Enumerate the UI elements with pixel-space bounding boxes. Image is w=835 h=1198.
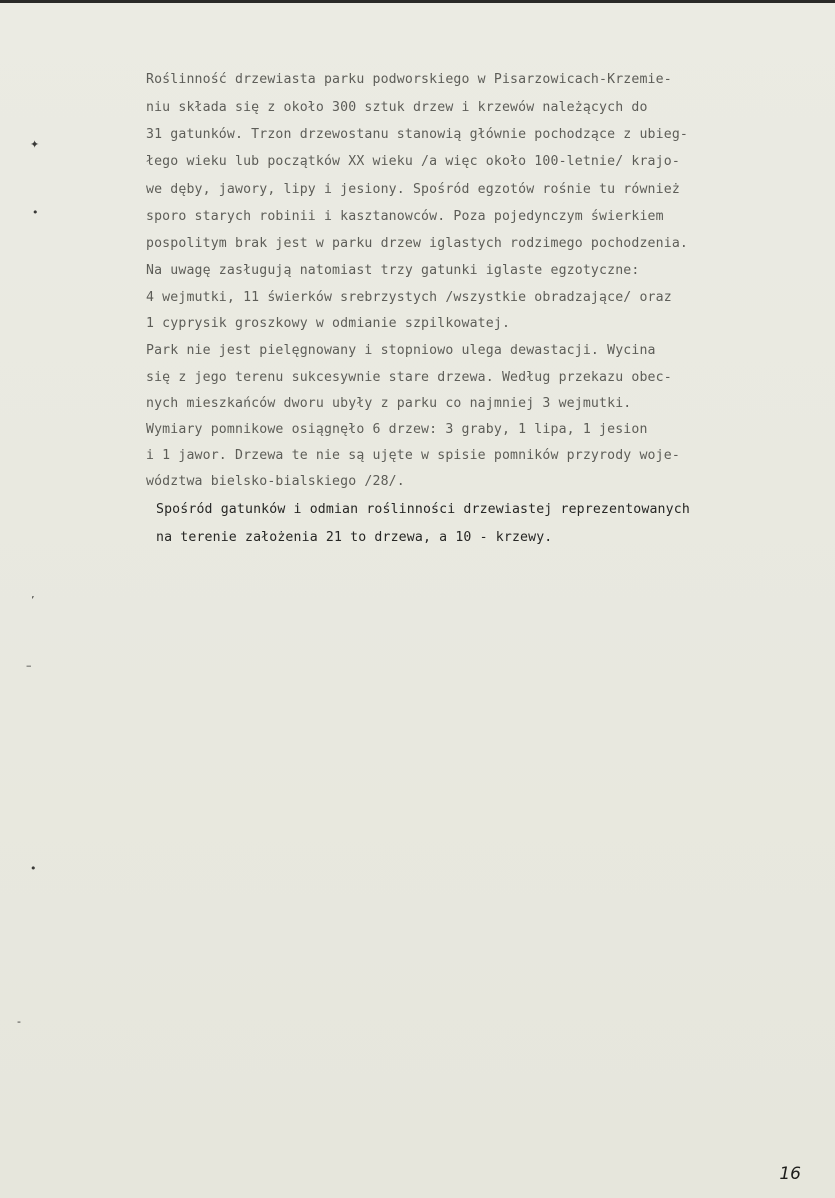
paragraph-2-line-5: i 1 jawor. Drzewa te nie są ujęte w spisie pomników przyrody woje-: [146, 448, 680, 463]
margin-mark: •: [32, 206, 39, 219]
paragraph-1-line-7: pospolitym brak jest w parku drzew iglastych rodzimego pochodzenia.: [146, 236, 688, 251]
paragraph-1-line-6: sporo starych robinii i kasztanowców. Poza pojedynczym świerkiem: [146, 209, 664, 224]
paragraph-1-line-1: Roślinność drzewiasta parku podworskiego w Pisarzowicach-Krzemie-: [146, 72, 672, 87]
paragraph-3-line-1: Spośród gatunków i odmian roślinności drzewiastej reprezentowanych: [156, 502, 690, 517]
paragraph-2-line-3: nych mieszkańców dworu ubyły z parku co najmniej 3 wejmutki.: [146, 396, 632, 411]
margin-mark: ʼ: [31, 594, 35, 607]
margin-mark: –: [26, 659, 32, 672]
paragraph-1-line-8: Na uwagę zasługują natomiast trzy gatunki iglaste egzotyczne:: [146, 263, 640, 278]
paragraph-1-line-5: we dęby, jawory, lipy i jesiony. Spośród egzotów rośnie tu również: [146, 182, 680, 197]
paragraph-2-line-4: Wymiary pomnikowe osiągnęło 6 drzew: 3 graby, 1 lipa, 1 jesion: [146, 422, 648, 437]
margin-mark: ✦: [30, 138, 40, 151]
paragraph-2-line-1: Park nie jest pielęgnowany i stopniowo ulega dewastacji. Wycina: [146, 343, 656, 358]
margin-mark: -: [17, 1015, 21, 1028]
scan-top-edge: [0, 0, 835, 3]
paragraph-2-line-2: się z jego terenu sukcesywnie stare drzewa. Według przekazu obec-: [146, 370, 672, 385]
paragraph-1-line-4: łego wieku lub początków XX wieku /a więc około 100-letnie/ krajo-: [146, 154, 680, 169]
paragraph-3-line-2: na terenie założenia 21 to drzewa, a 10 - krzewy.: [156, 530, 553, 545]
paragraph-1-line-10: 1 cyprysik groszkowy w odmianie szpilkowatej.: [146, 316, 511, 331]
paragraph-2-line-6: wództwa bielsko-bialskiego /28/.: [146, 474, 405, 489]
page-number: 16: [779, 1164, 801, 1184]
paragraph-1-line-9: 4 wejmutki, 11 świerków srebrzystych /wszystkie obradzające/ oraz: [146, 290, 672, 305]
paragraph-1-line-2: niu składa się z około 300 sztuk drzew i krzewów należących do: [146, 100, 648, 115]
paragraph-1-line-3: 31 gatunków. Trzon drzewostanu stanowią głównie pochodzące z ubieg-: [146, 127, 688, 142]
margin-mark: •: [30, 862, 37, 875]
